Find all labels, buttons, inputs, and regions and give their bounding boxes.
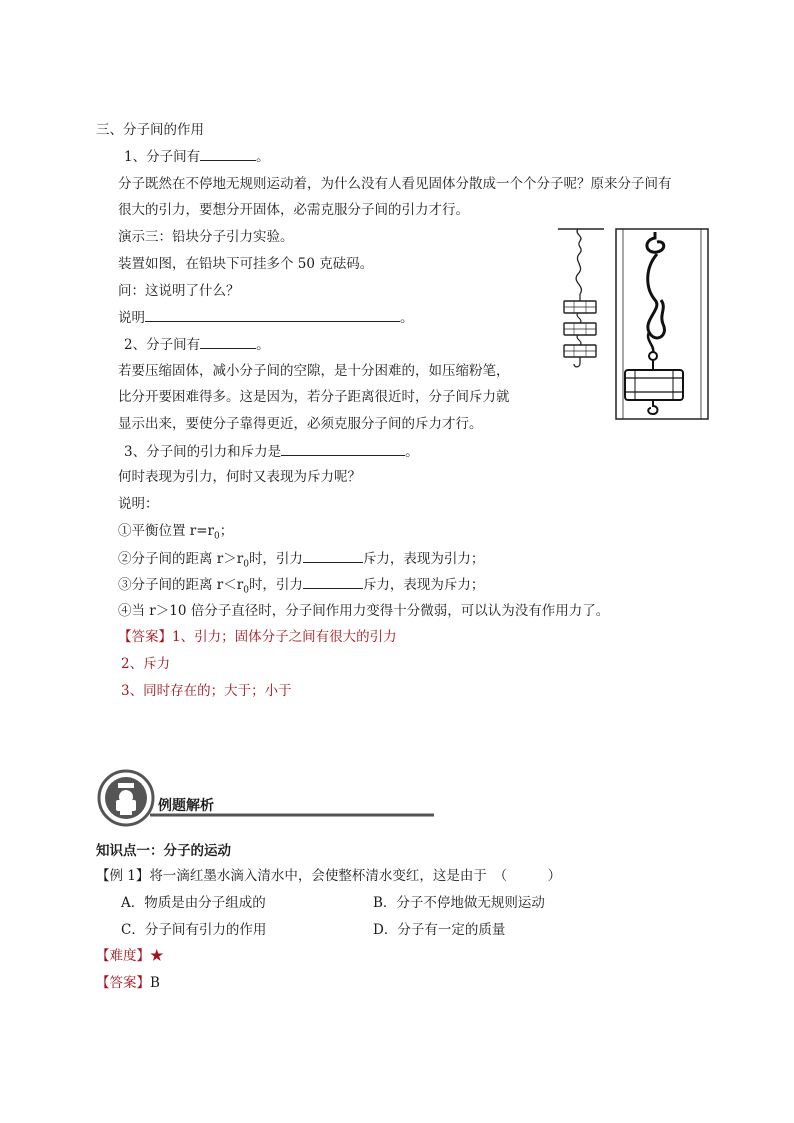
answer-line: 【答案】1、引力；固体分子之间有很大的引力 <box>118 629 397 645</box>
answer-line: 3、同时存在的；大于；小于 <box>121 683 292 699</box>
difficulty-line: 【难度】★ <box>96 948 164 964</box>
note-item-1: ①平衡位置 $r=r_0$； <box>118 523 234 542</box>
setup-text: 装置如图，在铅块下可挂多个 50 克砝码。 <box>118 256 374 272</box>
fill-blank[interactable] <box>281 441 405 456</box>
section-title: 三、分子间的作用 <box>96 122 204 138</box>
paragraph-line: 显示出来，要使分子靠得更近，必须克服分子间的斥力才行。 <box>118 416 483 432</box>
question-2: 2、分子间有 。 <box>124 334 270 355</box>
fill-blank[interactable] <box>303 574 363 589</box>
answer-line: 2、斥力 <box>121 656 171 672</box>
fill-blank[interactable] <box>303 548 363 563</box>
example-1-stem: 【例 1】将一滴红墨水滴入清水中，会使整杯清水变红，这是由于 （ ） <box>96 868 562 884</box>
option-c[interactable]: C．分子间有引力的作用 <box>121 922 267 938</box>
note-item-3: ③分子间的距离 $r<r_0$时，引力 斥力，表现为斥力； <box>118 574 484 601</box>
lead-block-figure-large <box>615 228 709 420</box>
explain-line: 说明 。 <box>118 307 414 328</box>
lead-block-figure-small <box>556 226 606 372</box>
paragraph-line: 很大的引力，要想分开固体，必需克服分子间的引力才行。 <box>118 202 469 218</box>
note-item-4: ④当 r＞10 倍分子直径时，分子间作用力变得十分微弱，可以认为没有作用力了。 <box>118 603 610 619</box>
difficulty-star-icon: ★ <box>150 948 164 964</box>
question-3: 3、分子间的引力和斥力是 。 <box>124 441 419 462</box>
question-1: 1、分子间有 。 <box>124 146 270 167</box>
option-d[interactable]: D．分子有一定的质量 <box>373 922 506 938</box>
demo-title: 演示三：铅块分子引力实验。 <box>118 229 294 245</box>
example-answer-line: 【答案】B <box>96 975 160 991</box>
fill-blank[interactable] <box>200 146 256 161</box>
option-b[interactable]: B．分子不停地做无规则运动 <box>373 895 545 911</box>
option-a[interactable]: A．物质是由分子组成的 <box>121 895 266 911</box>
paragraph-line: 比分开要困难得多。这是因为，若分子距离很近时，分子间斥力就 <box>118 389 510 405</box>
examples-section-header <box>96 768 436 828</box>
note-item-2: ②分子间的距离 $r>r_0$时，引力 斥力，表现为引力； <box>118 548 484 575</box>
paragraph-line: 分子既然在不停地无规则运动着，为什么没有人看见固体分散成一个个分子呢？原来分子间有 <box>118 176 672 192</box>
fill-blank[interactable] <box>145 307 400 322</box>
knowledge-point-title: 知识点一：分子的运动 <box>96 843 231 859</box>
question-text: 问：这说明了什么？ <box>118 283 240 299</box>
examples-heading: 例题解析 <box>158 798 214 814</box>
paragraph-line: 若要压缩固体，减小分子间的空隙，是十分困难的，如压缩粉笔， <box>118 363 510 379</box>
fill-blank[interactable] <box>200 334 256 349</box>
question-text: 何时表现为引力，何时又表现为斥力呢？ <box>118 469 361 485</box>
note-label: 说明： <box>118 496 159 512</box>
